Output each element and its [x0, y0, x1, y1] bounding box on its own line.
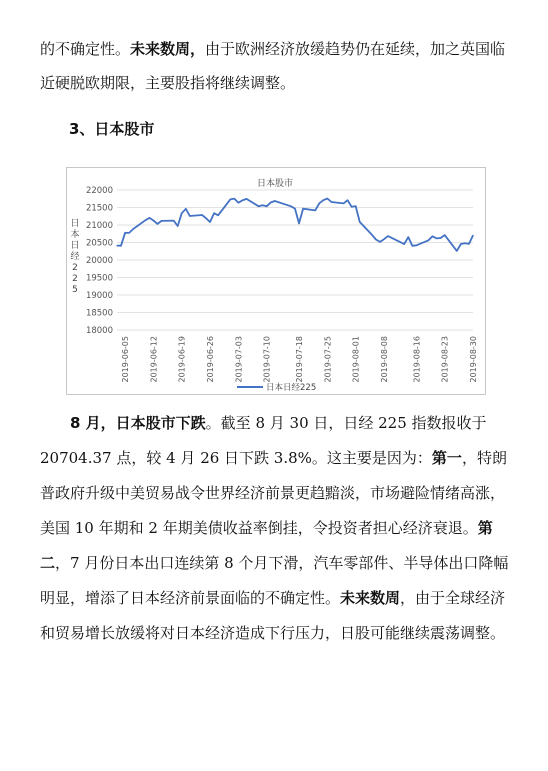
- y-axis-title-char: 5: [72, 285, 78, 295]
- data-point: [436, 238, 437, 239]
- x-tick-label: 2019-07-10: [262, 336, 272, 383]
- data-point: [302, 208, 303, 209]
- data-point: [124, 232, 125, 233]
- x-tick-label: 2019-07-18: [295, 336, 305, 383]
- data-point: [331, 201, 332, 202]
- data-point: [149, 217, 150, 218]
- chart-title: 日本股市: [256, 179, 294, 189]
- data-point: [145, 220, 146, 221]
- x-tick-label: 2019-06-05: [121, 336, 131, 383]
- x-axis-ticks: [121, 336, 478, 383]
- y-axis-ticks: [86, 186, 113, 336]
- data-point: [238, 202, 239, 203]
- text-segment: ，由于全球经济和贸易增长放缓将对日本经济造成下行压力，日股可能继续震荡调整。: [40, 589, 506, 642]
- data-point: [468, 243, 469, 244]
- data-point: [315, 210, 316, 211]
- data-point: [460, 243, 461, 244]
- data-point: [201, 214, 202, 215]
- y-tick-label: 18500: [85, 308, 113, 319]
- x-tick-label: 2019-08-08: [380, 336, 389, 383]
- y-tick-label: 22000: [85, 186, 113, 196]
- data-point: [230, 199, 231, 200]
- data-point: [343, 203, 344, 204]
- text-segment: ，7 月份日本出口连续第 8 个月下滑，汽车零部件、半导体出口降幅明显，增添了日本经济前景面临的不确定性。: [40, 554, 509, 607]
- y-tick-label: 21000: [85, 221, 113, 231]
- y-tick-label: 20000: [85, 256, 113, 266]
- y-tick-label: 20500: [85, 238, 113, 249]
- chart-legend: [237, 382, 316, 393]
- data-point: [387, 235, 388, 236]
- data-point: [327, 198, 328, 199]
- data-point: [464, 243, 465, 244]
- data-point: [274, 200, 275, 201]
- x-tick-label: 2019-08-30: [469, 336, 478, 383]
- section-heading: 3、日本股市: [69, 120, 155, 138]
- legend-label: 日本日经225: [266, 383, 317, 393]
- data-point: [359, 221, 360, 222]
- data-point: [444, 235, 445, 236]
- data-point: [133, 228, 134, 229]
- y-tick-label: 18000: [85, 326, 113, 336]
- data-point: [189, 215, 190, 216]
- data-point: [181, 213, 182, 214]
- data-point: [375, 239, 376, 240]
- data-point: [157, 223, 158, 224]
- data-point: [258, 206, 259, 207]
- data-point: [120, 245, 121, 246]
- data-point: [294, 208, 295, 209]
- text-segment: 的不确定性。: [40, 40, 131, 58]
- data-point: [319, 203, 320, 204]
- paragraph-japan-analysis: [40, 406, 518, 651]
- data-point: [266, 206, 267, 207]
- data-point: [432, 236, 433, 237]
- chart-container: [66, 167, 486, 395]
- data-point: [323, 200, 324, 201]
- data-point: [218, 215, 219, 216]
- y-axis-title-char: 日: [70, 241, 80, 251]
- data-point: [173, 220, 174, 221]
- data-point: [347, 200, 348, 201]
- data-point: [408, 236, 409, 237]
- data-point: [246, 198, 247, 199]
- text-segment: 。截至 8 月 30 日，日经 225 指数报收于 20704.37 点，较 4 月 26 日下跌 3.8%。这主要是因为：: [40, 414, 487, 467]
- data-point: [262, 205, 263, 206]
- y-axis-title-char: 经: [70, 252, 80, 262]
- data-point: [383, 239, 384, 240]
- data-point: [242, 200, 243, 201]
- data-point: [440, 237, 441, 238]
- data-point: [270, 202, 271, 203]
- data-point: [379, 241, 380, 242]
- x-tick-label: 2019-06-26: [206, 336, 216, 383]
- paragraph-europe-outlook: [40, 32, 518, 100]
- data-point: [298, 223, 299, 224]
- bold-text-segment: 未来数周: [340, 589, 401, 607]
- y-axis-title-char: 本: [70, 230, 80, 240]
- text-segment: ，特朗普政府升级中美贸易战令世界经济前景更趋黯淡，市场避险情绪高涨，美国 10 年期和 2 年期美债收益率倒挂，令投资者担心经济衰退。: [40, 449, 507, 537]
- x-tick-label: 2019-06-12: [149, 336, 159, 383]
- data-point: [185, 208, 186, 209]
- line-chart: [67, 168, 485, 394]
- data-point: [371, 234, 372, 235]
- x-tick-label: 2019-08-23: [440, 336, 450, 383]
- data-point: [205, 218, 206, 219]
- data-point: [129, 232, 130, 233]
- data-point: [177, 225, 178, 226]
- bold-text-segment: 8 月，日本股市下跌: [70, 414, 206, 432]
- data-point: [161, 220, 162, 221]
- y-tick-label: 19000: [85, 291, 113, 301]
- y-tick-label: 21500: [85, 203, 113, 214]
- data-point: [428, 240, 429, 241]
- data-point: [355, 206, 356, 207]
- data-point: [456, 250, 457, 251]
- data-point: [351, 206, 352, 207]
- y-axis-title-char: 2: [72, 274, 78, 284]
- bold-text-segment: 未来数周，: [130, 40, 206, 58]
- data-point: [213, 213, 214, 214]
- data-point: [412, 245, 413, 246]
- y-tick-label: 19500: [85, 273, 113, 284]
- x-tick-label: 2019-08-16: [412, 336, 422, 383]
- x-tick-label: 2019-07-03: [234, 336, 244, 383]
- bold-text-segment: 第二: [40, 519, 493, 572]
- data-point: [116, 245, 117, 246]
- data-point: [234, 198, 235, 199]
- y-axis-title-char: 日: [70, 219, 80, 229]
- x-tick-label: 2019-08-01: [351, 336, 361, 383]
- x-tick-label: 2019-06-19: [177, 336, 187, 383]
- data-point: [472, 235, 473, 236]
- data-point: [416, 245, 417, 246]
- data-point: [209, 221, 210, 222]
- data-point: [153, 220, 154, 221]
- bold-text-segment: 第一: [431, 449, 462, 467]
- data-point: [404, 243, 405, 244]
- y-axis-title-char: 2: [72, 263, 78, 273]
- data-point: [290, 206, 291, 207]
- text-segment: 由于欧洲经济放缓趋势仍在延续，加之英国临近硬脱欧期限，主要股指将继续调整。: [40, 40, 506, 92]
- y-axis-title: [70, 218, 79, 295]
- x-tick-label: 2019-07-25: [323, 336, 333, 383]
